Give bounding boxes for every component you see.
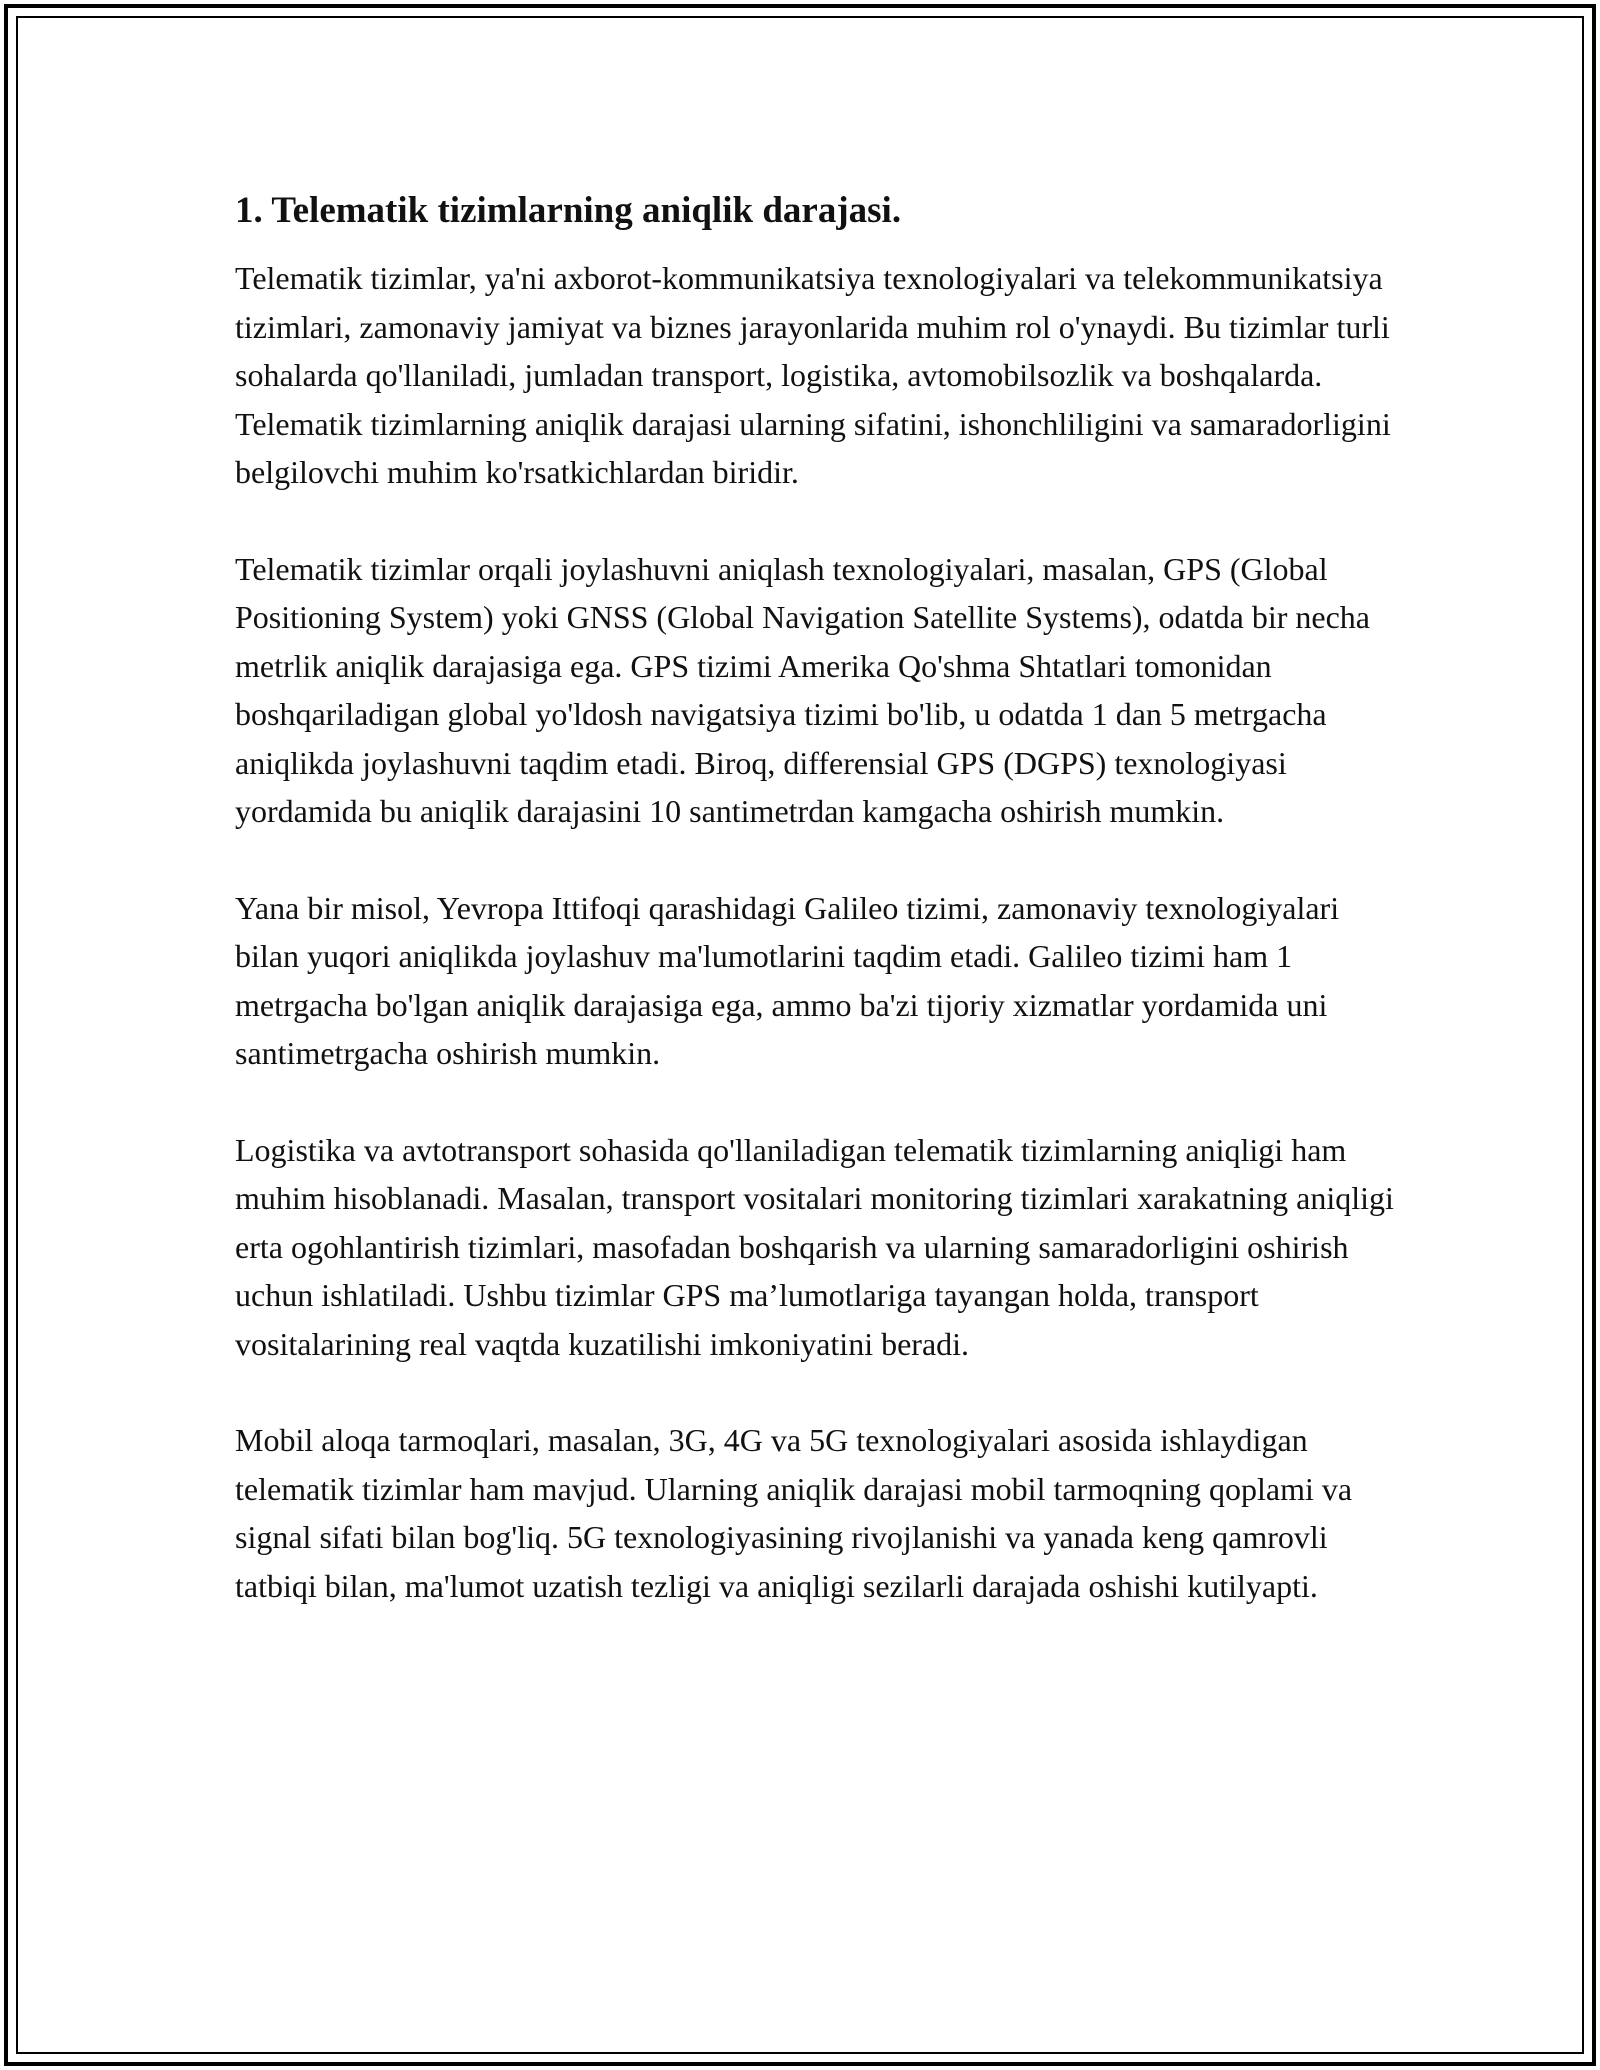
- document-body: [235, 188, 1395, 1658]
- paragraph-5: Mobil aloqa tarmoqlari, masalan, 3G, 4G va 5G texnologiyalari asosida ishlaydigan telematik tizimlar ham mavjud. Ularning aniqlik darajasi mobil tarmoqning qoplami va signal sifati bilan bog'liq. 5G texnologiyasining rivojlanishi va yanada keng qamrovli tatbiqi bilan, ma'lumot uzatish tezligi va aniqligi sezilarli darajada oshishi kutilyapti.: [235, 1422, 1353, 1604]
- paragraph-2: Telematik tizimlar orqali joylashuvni aniqlash texnologiyalari, masalan, GPS (Global Positioning System) yoki GNSS (Global Navigation Satellite Systems), odatda bir necha metrlik aniqlik darajasiga ega. GPS tizimi Amerika Qo'shma Shtatlari tomonidan boshqariladigan global yo'ldosh navigatsiya tizimi bo'lib, u odatda 1 dan 5 metrgacha aniqlikda joylashuvni taqdim etadi. Biroq, differensial GPS (DGPS) texnologiyasi yordamida bu aniqlik darajasini 10 santimetrdan kamgacha oshirish mumkin.: [235, 550, 1370, 829]
- paragraph-3: Yana bir misol, Yevropa Ittifoqi qarashidagi Galileo tizimi, zamonaviy texnologiyalari bilan yuqori aniqlikda joylashuv ma'lumotlarini taqdim etadi. Galileo tizimi ham 1 metrgacha bo'lgan aniqlik darajasiga ega, ammo ba'zi tijoriy xizmatlar yordamida uni santimetrgacha oshirish mumkin.: [235, 889, 1340, 1071]
- paragraph-4: Logistika va avtotransport sohasida qo'llaniladigan telematik tizimlarning aniqligi ham muhim hisoblanadi. Masalan, transport vositalari monitoring tizimlari xarakatning aniqligi erta ogohlantirish tizimlari, masofadan boshqarish va ularning samaradorligini oshirish uchun ishlatiladi. Ushbu tizimlar GPS ma’lumotlariga tayangan holda, transport vositalarining real vaqtda kuzatilishi imkoniyatini beradi.: [235, 1131, 1394, 1362]
- section-heading: 1. Telematik tizimlarning aniqlik darajasi.: [235, 190, 902, 231]
- paragraph-1: Telematik tizimlar, ya'ni axborot-kommunikatsiya texnologiyalari va telekommunikatsiya tizimlari, zamonaviy jamiyat va biznes jarayonlarida muhim rol o'ynaydi. Bu tizimlar turli sohalarda qo'llaniladi, jumladan transport, logistika, avtomobilsozlik va boshqalarda. Telematik tizimlarning aniqlik darajasi ularning sifatini, ishonchliligini va samaradorligini belgilovchi muhim ko'rsatkichlardan biridir.: [235, 260, 1391, 490]
